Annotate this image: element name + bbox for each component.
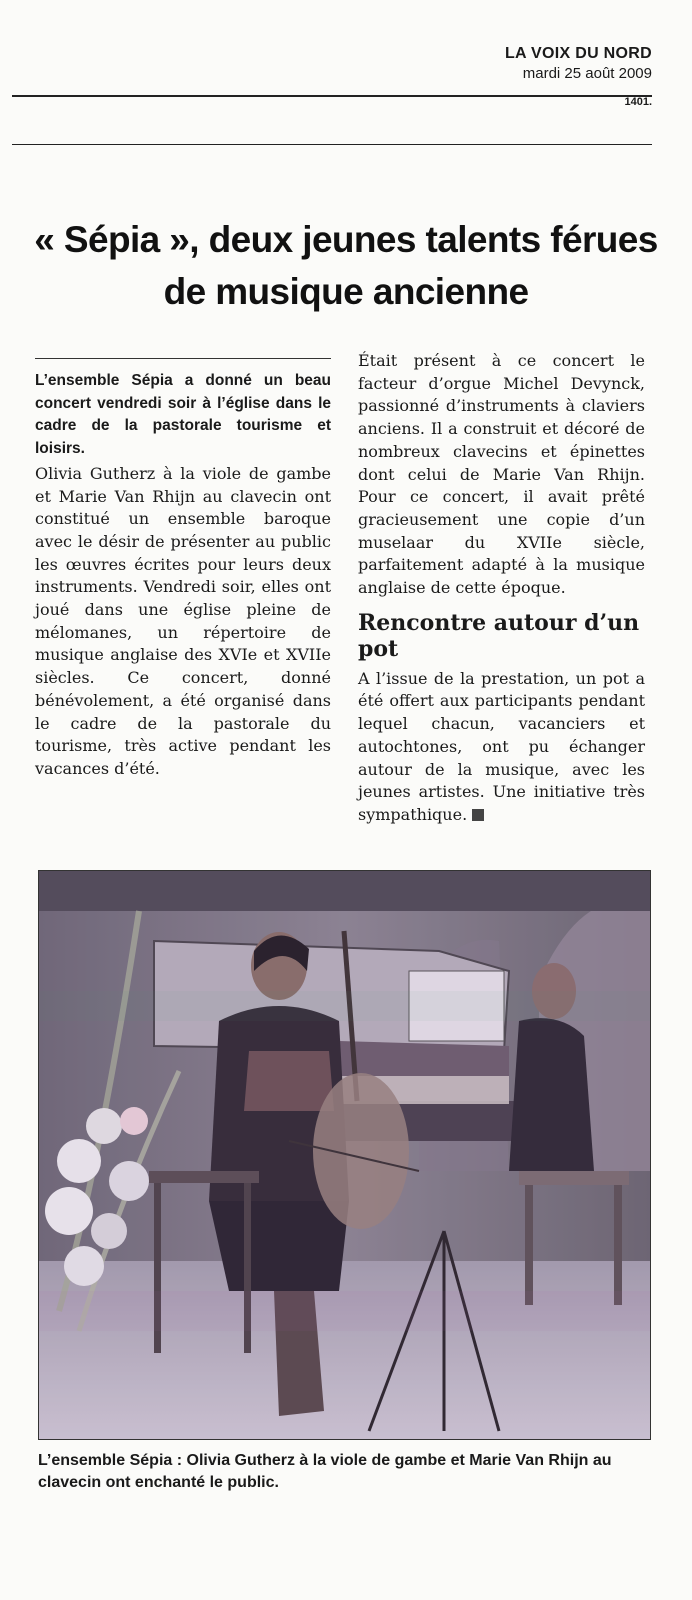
column-rule <box>35 358 331 359</box>
photo-caption-text: Olivia Gutherz à la viole de gambe et Marie Van Rhijn au clavecin ont enchanté le public. <box>38 1452 612 1491</box>
article-subheading: Rencontre autour d’un pot <box>358 609 640 662</box>
section-rule <box>12 144 652 145</box>
publication-date: mardi 25 août 2009 <box>522 65 652 82</box>
photo-caption <box>38 1450 653 1494</box>
article-column-right <box>358 350 645 827</box>
article-column-left <box>35 370 331 781</box>
article-paragraph-1: Olivia Gutherz à la viole de gambe et Marie Van Rhijn au clavecin ont constitué un ensemble baroque avec le désir de présenter au public les œuvres écrites pour leurs deux instruments. Vendredi soir, elles ont joué dans une église pleine de mélomanes, un répertoire de musique anglaise des XVIe et XVIIe siècles. Ce concert, donné bénévolement, a été organisé dans le cadre de la pastorale du tourisme, très active pendant les vacances d’été. <box>35 463 331 778</box>
article-paragraph-2: Était présent à ce concert le facteur d’orgue Michel Devynck, passionné d’instruments à claviers anciens. Il a construit et décoré de nombreux clavecins et épinettes dont celui de Marie Van Rhijn. Pour ce concert, il avait prêté gracieusement une copie d’un muselaar du XVIIe siècle, parfaitement adapté à la musique anglaise de cette époque. <box>358 351 645 598</box>
concert-photo <box>38 870 651 1440</box>
masthead <box>505 44 652 83</box>
header-rule <box>12 95 652 97</box>
page-reference: 1401. <box>624 96 652 108</box>
article-chapeau: L’ensemble Sépia a donné un beau concert vendredi soir à l’église dans le cadre de la pastorale tourisme et loisirs. <box>35 372 331 458</box>
article-paragraph-3-text: A l’issue de la prestation, un pot a été offert aux participants pendant lequel chacun, vacanciers et autochtones, ont pu échanger autour de la musique, avec les jeunes artistes. Une initiative très sympathique. <box>358 668 645 824</box>
article-paragraph-3 <box>358 668 645 827</box>
concert-photo-illustration <box>39 871 650 1439</box>
article-headline: « Sépia », deux jeunes talents férues de musique ancienne <box>34 219 658 312</box>
photo-caption-lead: L’ensemble Sépia : <box>38 1452 183 1469</box>
newspaper-name: LA VOIX DU NORD <box>504 45 652 62</box>
end-mark-icon <box>472 809 484 821</box>
